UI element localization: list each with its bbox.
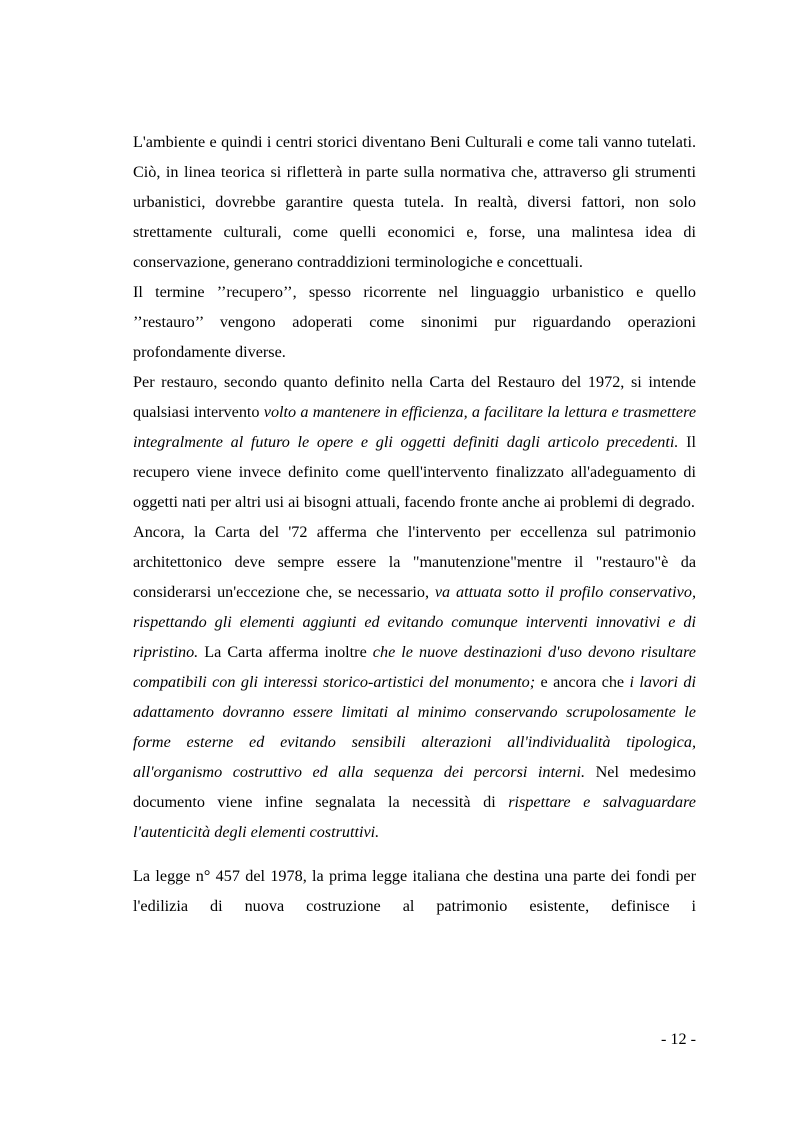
italic-text: che le nuove destinazioni d'uso devono risultare compatibili con gli interessi storico-artistici del monumento;	[133, 643, 696, 691]
paragraph	[133, 127, 696, 277]
italic-text: rispettare e salvaguardare l'autenticità degli elementi costruttivi.	[133, 793, 696, 841]
italic-text: va attuata sotto il profilo conservativo, rispettando gli elementi aggiunti ed evitando comunque interventi innovativi e di ripristino.	[133, 583, 696, 661]
text-run: La Carta afferma inoltre	[198, 643, 373, 661]
page-body	[133, 127, 696, 921]
text-run: Il recupero viene invece definito come quell'intervento finalizzato all'adeguamento di oggetti nati per altri usi ai bisogni attuali, facendo fronte anche ai problemi di degrado.	[133, 433, 696, 511]
text-run: Il termine ’’recupero’’, spesso ricorrente nel linguaggio urbanistico e quello ’’restauro’’ vengono adoperati come sinonimi pur riguardando operazioni profondamente diverse.	[133, 283, 696, 361]
paragraph	[133, 367, 696, 517]
text-run: L'ambiente e quindi i centri storici diventano Beni Culturali e come tali vanno tutelati. Ciò, in linea teorica si rifletterà in parte sulla normativa che, attraverso gli strumenti urbanistici, dovrebbe garantire questa tutela. In realtà, diversi fattori, non solo strettamente culturali, come quelli economici e, forse, una malintesa idea di conservazione, generano contraddizioni terminologiche e concettuali.	[133, 133, 696, 271]
text-run: Ancora, la Carta del '72 afferma che l'intervento per eccellenza sul patrimonio architettonico deve sempre essere la "manutenzione"mentre il "restauro"è da considerarsi un'eccezione che, se necessario,	[133, 523, 696, 601]
text-run: Nel medesimo documento viene infine segnalata la necessità di	[133, 763, 696, 811]
paragraph	[133, 861, 696, 921]
italic-text: i lavori di adattamento dovranno essere limitati al minimo conservando scrupolosamente le forme esterne ed evitando sensibili alterazioni all'individualità tipologica, all'organismo costruttivo ed alla sequenza dei percorsi interni.	[133, 673, 697, 781]
text-run: Per restauro, secondo quanto definito nella Carta del Restauro del 1972, si intende qualsiasi intervento	[133, 373, 696, 421]
paragraph	[133, 277, 696, 367]
paragraph	[133, 517, 696, 847]
text-run: e ancora che	[535, 673, 630, 691]
italic-text: volto a mantenere in efficienza, a facilitare la lettura e trasmettere integralmente al futuro le opere e gli oggetti definiti dagli articolo precedenti.	[133, 403, 696, 451]
text-run: La legge n° 457 del 1978, la prima legge italiana che destina una parte dei fondi per l'edilizia di nuova costruzione al patrimonio esistente, definisce i	[133, 867, 696, 915]
page-number: - 12 -	[660, 1030, 696, 1048]
